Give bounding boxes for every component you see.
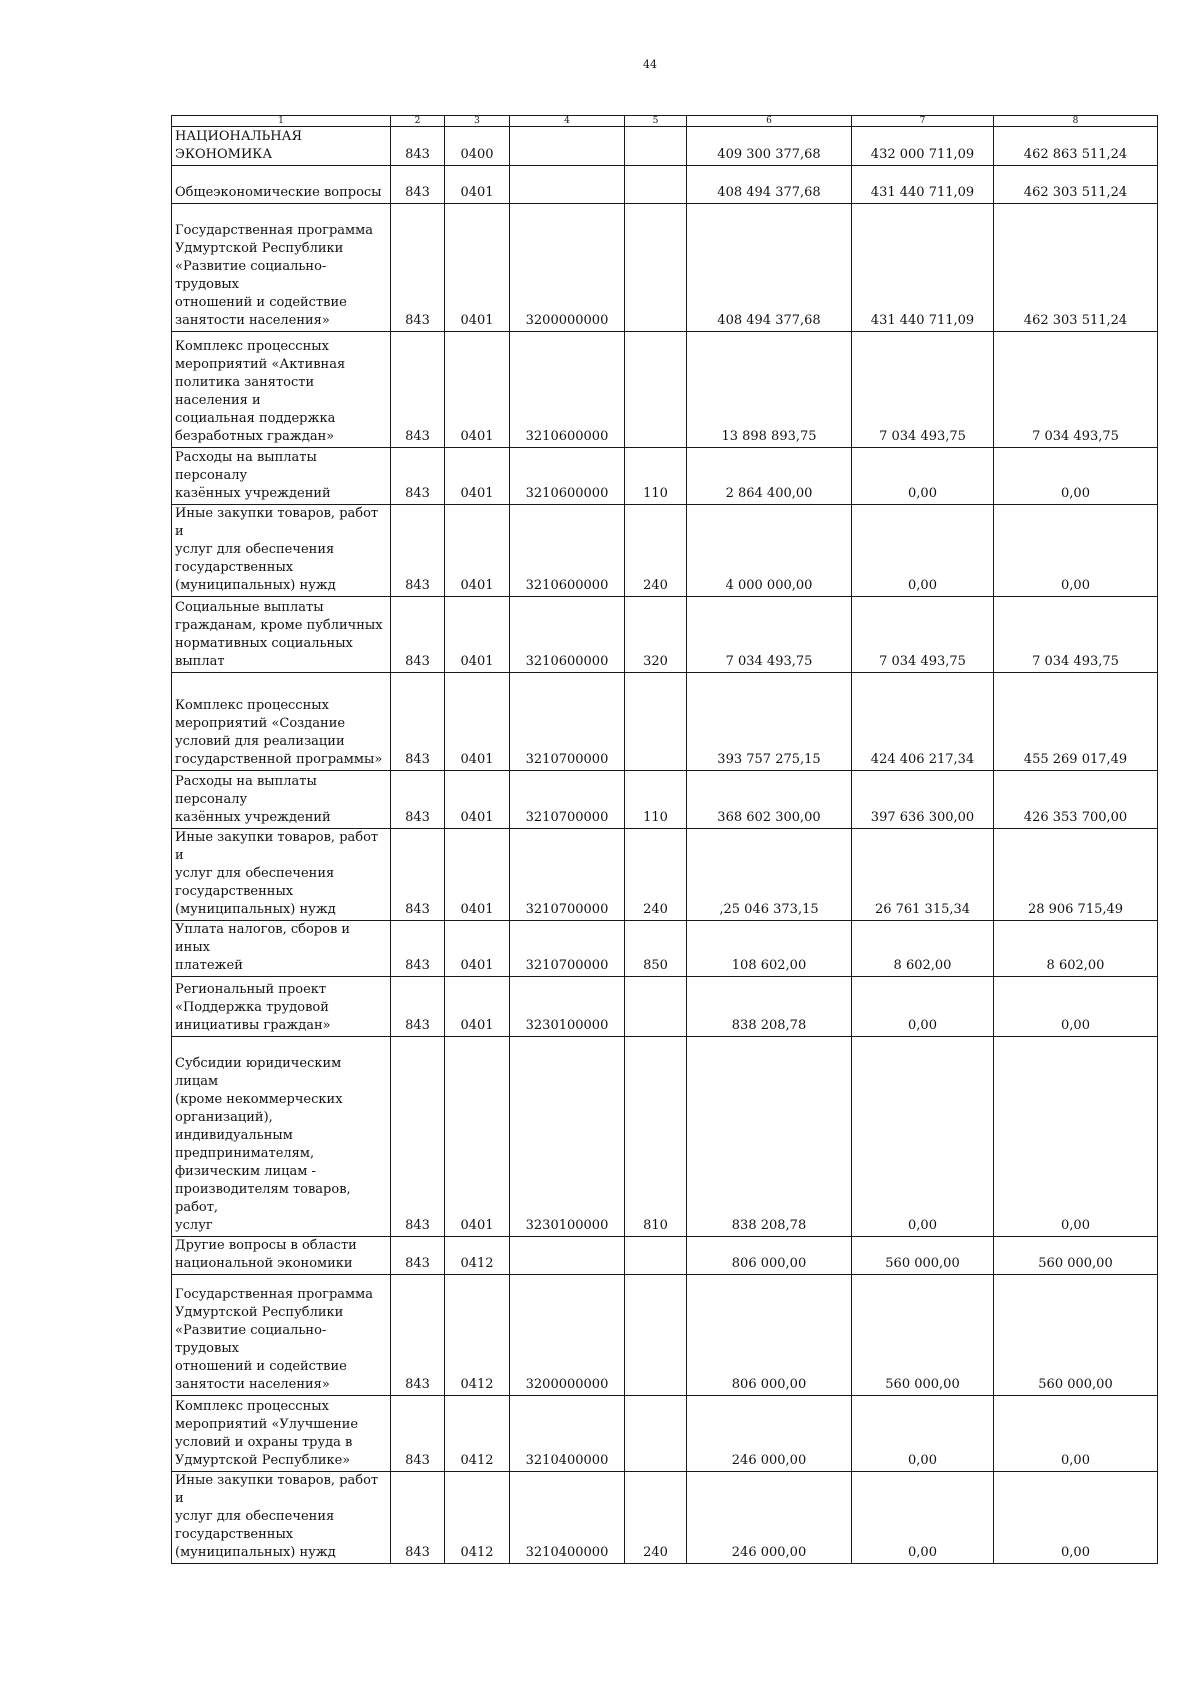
row-name: Социальные выплаты гражданам, кроме публичных нормативных социальных выплат (172, 597, 391, 673)
row-expense (625, 977, 687, 1037)
row-amount-year3: 0,00 (994, 1037, 1158, 1237)
row-expense: 850 (625, 921, 687, 977)
row-amount-year2: 7 034 493,75 (852, 332, 994, 448)
row-amount-year2: 26 761 315,34 (852, 829, 994, 921)
row-target: 3210400000 (510, 1396, 625, 1472)
row-amount-year2: 432 000 711,09 (852, 127, 994, 166)
row-amount-year2: 560 000,00 (852, 1237, 994, 1275)
row-name: Субсидии юридическим лицам (кроме некоммерческих организаций), индивидуальным предпринимателям, физическим лицам - производителям товаров, работ, услуг (172, 1037, 391, 1237)
row-amount-year1: 246 000,00 (687, 1472, 852, 1564)
row-section: 0401 (445, 829, 510, 921)
column-header: 4 (510, 116, 625, 127)
row-section: 0401 (445, 1037, 510, 1237)
row-amount-year1: 393 757 275,15 (687, 673, 852, 771)
row-amount-year1: 368 602 300,00 (687, 771, 852, 829)
row-section: 0401 (445, 505, 510, 597)
column-header: 6 (687, 116, 852, 127)
row-code: 843 (391, 1237, 445, 1275)
row-expense: 810 (625, 1037, 687, 1237)
row-amount-year2: 397 636 300,00 (852, 771, 994, 829)
row-amount-year3: 462 303 511,24 (994, 204, 1158, 332)
table-row (172, 127, 1158, 166)
row-target: 3210700000 (510, 921, 625, 977)
row-amount-year3: 0,00 (994, 505, 1158, 597)
row-name: Государственная программа Удмуртской Республики «Развитие социально-трудовых отношений и содействие занятости населения» (172, 204, 391, 332)
row-section: 0412 (445, 1275, 510, 1396)
table-row (172, 673, 1158, 771)
row-expense (625, 1275, 687, 1396)
column-header: 3 (445, 116, 510, 127)
row-target: 3230100000 (510, 1037, 625, 1237)
row-name: Расходы на выплаты персоналу казённых учреждений (172, 771, 391, 829)
row-code: 843 (391, 448, 445, 505)
row-amount-year2: 0,00 (852, 1472, 994, 1564)
row-name: Региональный проект «Поддержка трудовой инициативы граждан» (172, 977, 391, 1037)
row-amount-year3: 462 303 511,24 (994, 166, 1158, 204)
row-name: Расходы на выплаты персоналу казённых учреждений (172, 448, 391, 505)
row-amount-year1: 838 208,78 (687, 977, 852, 1037)
row-target: 3210400000 (510, 1472, 625, 1564)
row-amount-year1: 246 000,00 (687, 1396, 852, 1472)
row-amount-year3: 0,00 (994, 448, 1158, 505)
column-header: 8 (994, 116, 1158, 127)
row-expense: 110 (625, 771, 687, 829)
row-target: 3200000000 (510, 204, 625, 332)
row-name: Государственная программа Удмуртской Республики «Развитие социально-трудовых отношений и содействие занятости населения» (172, 1275, 391, 1396)
table-row (172, 771, 1158, 829)
row-target (510, 166, 625, 204)
row-code: 843 (391, 977, 445, 1037)
row-amount-year1: 108 602,00 (687, 921, 852, 977)
row-target: 3210700000 (510, 673, 625, 771)
row-amount-year1: 409 300 377,68 (687, 127, 852, 166)
table-row (172, 597, 1158, 673)
row-code: 843 (391, 1396, 445, 1472)
row-name: Уплата налогов, сборов и иных платежей (172, 921, 391, 977)
table-row (172, 1275, 1158, 1396)
row-expense: 240 (625, 829, 687, 921)
row-section: 0412 (445, 1472, 510, 1564)
row-section: 0401 (445, 332, 510, 448)
row-code: 843 (391, 505, 445, 597)
row-target: 3210600000 (510, 332, 625, 448)
row-target (510, 127, 625, 166)
row-expense: 240 (625, 505, 687, 597)
row-section: 0401 (445, 448, 510, 505)
row-amount-year2: 560 000,00 (852, 1275, 994, 1396)
row-amount-year3: 8 602,00 (994, 921, 1158, 977)
row-amount-year3: 0,00 (994, 977, 1158, 1037)
row-code: 843 (391, 166, 445, 204)
row-amount-year2: 431 440 711,09 (852, 204, 994, 332)
row-code: 843 (391, 829, 445, 921)
column-header: 7 (852, 116, 994, 127)
table-row (172, 1037, 1158, 1237)
row-amount-year2: 8 602,00 (852, 921, 994, 977)
row-code: 843 (391, 1472, 445, 1564)
row-expense (625, 673, 687, 771)
row-name: Комплекс процессных мероприятий «Улучшение условий и охраны труда в Удмуртской Республике» (172, 1396, 391, 1472)
row-section: 0401 (445, 597, 510, 673)
table-row (172, 166, 1158, 204)
row-name: Иные закупки товаров, работ и услуг для обеспечения государственных (муниципальных) нужд (172, 829, 391, 921)
row-expense (625, 166, 687, 204)
row-name: Другие вопросы в области национальной экономики (172, 1237, 391, 1275)
table-row (172, 332, 1158, 448)
table-row (172, 1396, 1158, 1472)
row-name: Комплекс процессных мероприятий «Создание условий для реализации государственной программы» (172, 673, 391, 771)
row-amount-year2: 0,00 (852, 505, 994, 597)
row-amount-year1: 2 864 400,00 (687, 448, 852, 505)
row-section: 0401 (445, 204, 510, 332)
row-amount-year1: 408 494 377,68 (687, 166, 852, 204)
budget-table (171, 115, 1158, 1564)
row-target: 3210700000 (510, 829, 625, 921)
row-target: 3210600000 (510, 448, 625, 505)
row-amount-year2: 0,00 (852, 977, 994, 1037)
row-section: 0412 (445, 1396, 510, 1472)
table-row (172, 977, 1158, 1037)
row-expense: 240 (625, 1472, 687, 1564)
column-header: 5 (625, 116, 687, 127)
row-target: 3200000000 (510, 1275, 625, 1396)
page-number: 44 (643, 58, 657, 71)
header-row (172, 116, 1158, 127)
table-row (172, 448, 1158, 505)
row-amount-year3: 426 353 700,00 (994, 771, 1158, 829)
row-expense (625, 1396, 687, 1472)
row-amount-year3: 28 906 715,49 (994, 829, 1158, 921)
row-section: 0401 (445, 921, 510, 977)
row-amount-year1: 838 208,78 (687, 1037, 852, 1237)
row-amount-year2: 424 406 217,34 (852, 673, 994, 771)
row-code: 843 (391, 1037, 445, 1237)
row-expense: 320 (625, 597, 687, 673)
table-row (172, 204, 1158, 332)
row-name: НАЦИОНАЛЬНАЯ ЭКОНОМИКА (172, 127, 391, 166)
row-name: Комплекс процессных мероприятий «Активная политика занятости населения и социальная поддержка безработных граждан» (172, 332, 391, 448)
row-amount-year1: 13 898 893,75 (687, 332, 852, 448)
row-code: 843 (391, 1275, 445, 1396)
row-name: Иные закупки товаров, работ и услуг для обеспечения государственных (муниципальных) нужд (172, 1472, 391, 1564)
row-target: 3210600000 (510, 505, 625, 597)
row-section: 0412 (445, 1237, 510, 1275)
row-section: 0401 (445, 771, 510, 829)
row-amount-year3: 0,00 (994, 1396, 1158, 1472)
table-row (172, 1472, 1158, 1564)
column-header: 2 (391, 116, 445, 127)
row-amount-year3: 462 863 511,24 (994, 127, 1158, 166)
row-code: 843 (391, 921, 445, 977)
row-name: Иные закупки товаров, работ и услуг для обеспечения государственных (муниципальных) нужд (172, 505, 391, 597)
row-amount-year1: 7 034 493,75 (687, 597, 852, 673)
row-target: 3230100000 (510, 977, 625, 1037)
table-row (172, 829, 1158, 921)
row-code: 843 (391, 673, 445, 771)
row-target: 3210700000 (510, 771, 625, 829)
row-section: 0401 (445, 673, 510, 771)
column-header: 1 (172, 116, 391, 127)
row-target (510, 1237, 625, 1275)
row-section: 0401 (445, 166, 510, 204)
row-amount-year3: 455 269 017,49 (994, 673, 1158, 771)
row-expense (625, 127, 687, 166)
row-expense: 110 (625, 448, 687, 505)
row-code: 843 (391, 127, 445, 166)
table-row (172, 505, 1158, 597)
row-code: 843 (391, 332, 445, 448)
row-code: 843 (391, 771, 445, 829)
row-amount-year1: ,25 046 373,15 (687, 829, 852, 921)
row-amount-year3: 7 034 493,75 (994, 332, 1158, 448)
row-amount-year2: 0,00 (852, 1037, 994, 1237)
table-row (172, 921, 1158, 977)
row-amount-year2: 7 034 493,75 (852, 597, 994, 673)
row-section: 0400 (445, 127, 510, 166)
row-amount-year2: 431 440 711,09 (852, 166, 994, 204)
row-code: 843 (391, 204, 445, 332)
row-code: 843 (391, 597, 445, 673)
row-expense (625, 332, 687, 448)
row-name: Общеэкономические вопросы (172, 166, 391, 204)
table-row (172, 1237, 1158, 1275)
row-amount-year2: 0,00 (852, 1396, 994, 1472)
row-amount-year1: 408 494 377,68 (687, 204, 852, 332)
row-expense (625, 204, 687, 332)
row-section: 0401 (445, 977, 510, 1037)
row-target: 3210600000 (510, 597, 625, 673)
row-amount-year3: 560 000,00 (994, 1237, 1158, 1275)
row-expense (625, 1237, 687, 1275)
table-body (172, 127, 1158, 1564)
row-amount-year1: 806 000,00 (687, 1237, 852, 1275)
row-amount-year1: 4 000 000,00 (687, 505, 852, 597)
row-amount-year3: 0,00 (994, 1472, 1158, 1564)
row-amount-year2: 0,00 (852, 448, 994, 505)
row-amount-year1: 806 000,00 (687, 1275, 852, 1396)
row-amount-year3: 560 000,00 (994, 1275, 1158, 1396)
row-amount-year3: 7 034 493,75 (994, 597, 1158, 673)
